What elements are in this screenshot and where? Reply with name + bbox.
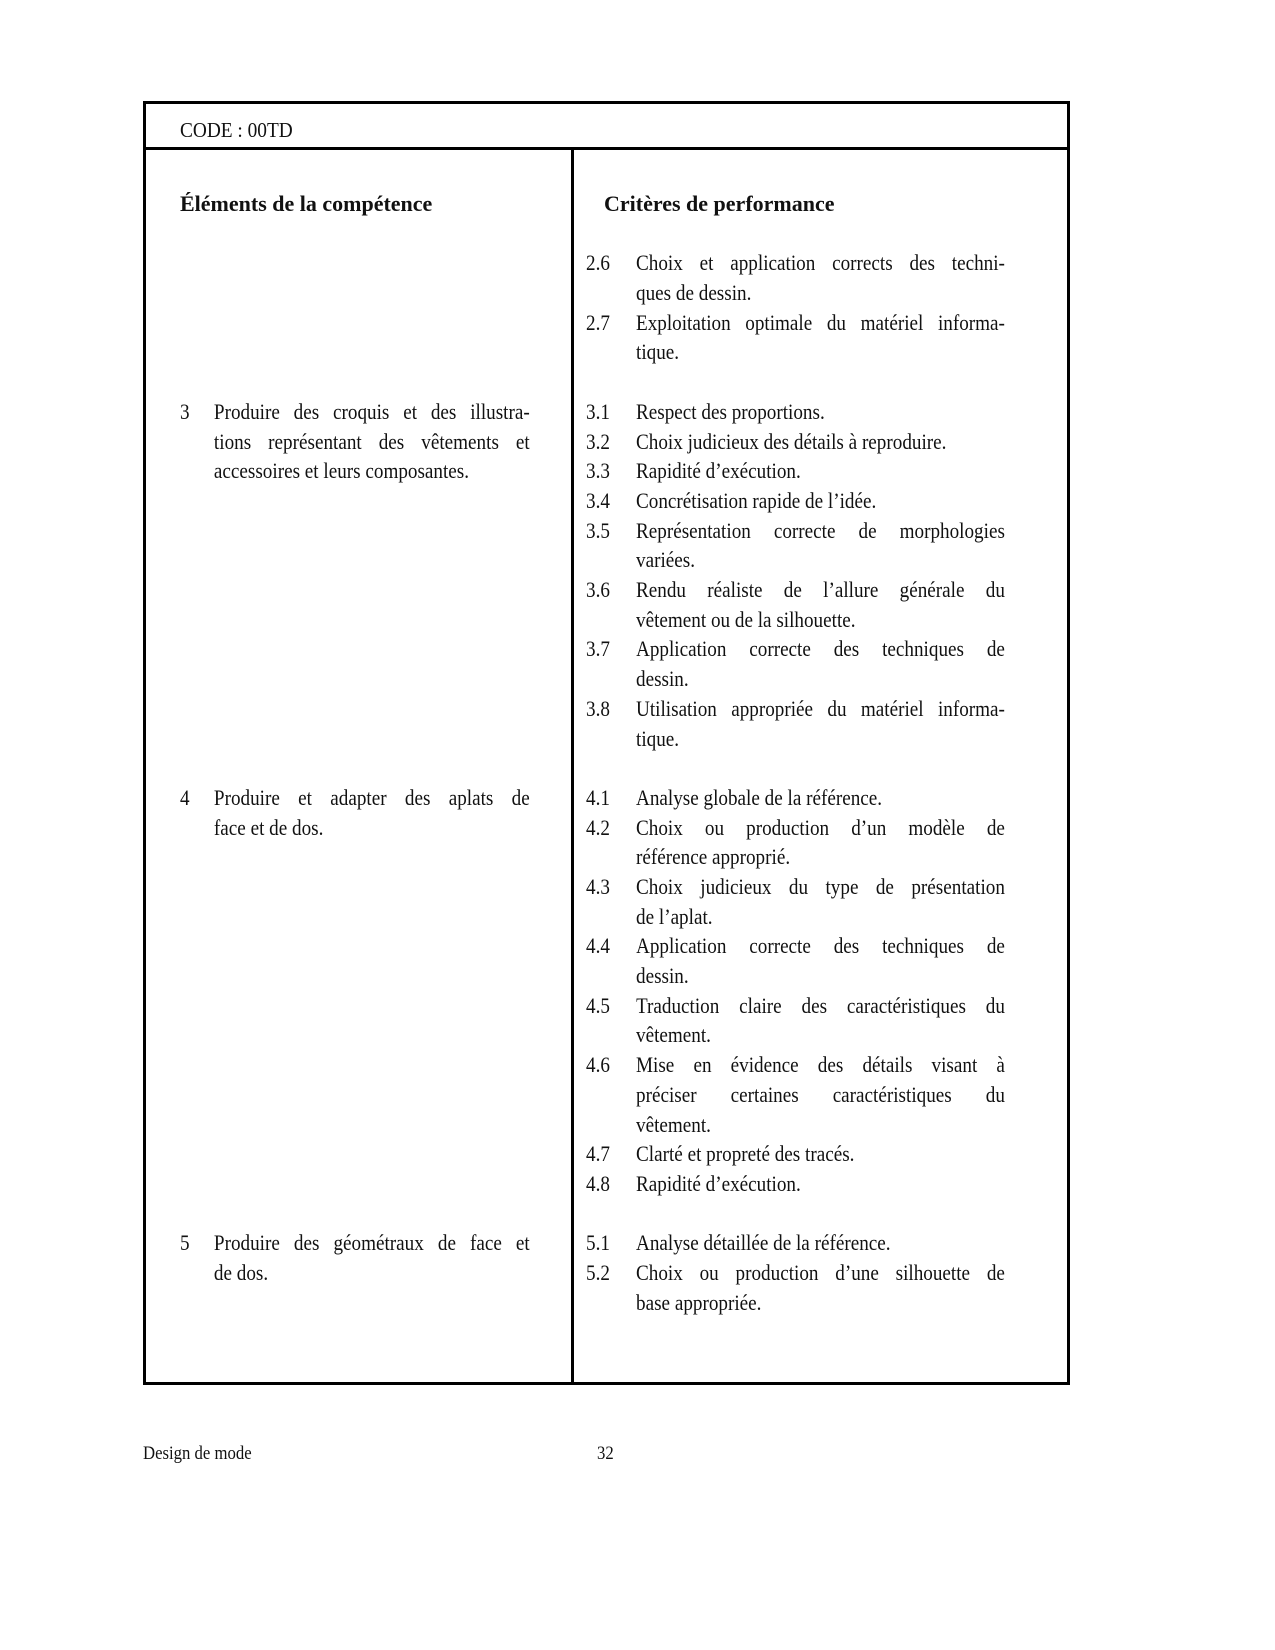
element-content — [180, 1228, 530, 1287]
item-text — [636, 397, 1005, 427]
item-number: 3.3 — [585, 458, 610, 484]
elements-heading: Éléments de la compétence — [180, 191, 433, 216]
performance-criterion — [586, 813, 1005, 872]
text-line: base appropriée. — [635, 1289, 761, 1315]
text-line: Choix ou production d’un modèle de — [635, 814, 1005, 840]
competency-table — [143, 101, 1070, 1385]
item-number: 2.7 — [585, 309, 610, 335]
page-number: 32 — [597, 1443, 614, 1464]
text-line: Clarté et propreté des tracés. — [635, 1141, 854, 1167]
item-number: 4.5 — [585, 992, 610, 1018]
item-number: 3.6 — [585, 577, 610, 603]
item-text — [636, 456, 1005, 486]
text-line: Respect des proportions. — [635, 398, 825, 424]
performance-criterion — [586, 516, 1005, 575]
criteria-heading: Critères de performance — [604, 191, 835, 216]
text-line: Choix et application corrects des techni- — [635, 250, 1005, 276]
text-line: ques de dessin. — [635, 280, 751, 306]
text-line: tique. — [635, 339, 679, 365]
item-text — [636, 783, 1005, 813]
item-text — [636, 1139, 1005, 1169]
criteria-cell — [550, 783, 1068, 1199]
item-text — [636, 634, 1005, 693]
text-line: de l’aplat. — [635, 903, 713, 929]
element-cell — [146, 1228, 550, 1317]
item-text — [636, 486, 1005, 516]
performance-criterion — [586, 634, 1005, 693]
performance-criterion — [586, 248, 1005, 307]
performance-criterion — [586, 427, 1005, 457]
text-line: Rapidité d’exécution. — [635, 458, 801, 484]
text-line: Rendu réaliste de l’allure générale du — [635, 577, 1005, 603]
text-line: vêtement. — [635, 1111, 711, 1137]
competency-element — [180, 397, 530, 486]
text-line: Choix judicieux des détails à reproduire. — [635, 428, 946, 454]
performance-criterion — [586, 1050, 1005, 1139]
competency-element — [180, 1228, 530, 1287]
code-row — [146, 104, 1067, 150]
item-number: 3 — [180, 398, 190, 424]
item-number: 4.7 — [585, 1141, 610, 1167]
item-text — [636, 694, 1005, 753]
performance-criterion — [586, 1169, 1005, 1199]
item-text — [636, 1050, 1005, 1139]
item-number: 4.2 — [585, 814, 610, 840]
item-text — [636, 813, 1005, 872]
text-line: Application correcte des techniques de — [635, 636, 1005, 662]
table-body — [146, 150, 1067, 1382]
text-line: de dos. — [213, 1260, 269, 1286]
text-line: Rapidité d’exécution. — [635, 1170, 801, 1196]
text-line: Utilisation appropriée du matériel informa- — [635, 695, 1005, 721]
item-number: 4 — [180, 784, 190, 810]
element-cell — [146, 783, 550, 1199]
text-line: Choix ou production d’une silhouette de — [635, 1260, 1005, 1286]
criteria-list — [586, 783, 1005, 1199]
item-number: 5 — [180, 1230, 190, 1256]
text-line: tions représentant des vêtements et — [213, 428, 530, 454]
text-line: vêtement. — [635, 1022, 711, 1048]
criteria-list — [586, 1228, 1005, 1317]
performance-criterion — [586, 308, 1005, 367]
item-number: 3.5 — [585, 517, 610, 543]
item-number: 3.1 — [585, 398, 610, 424]
item-number: 3.2 — [585, 428, 610, 454]
item-text — [636, 427, 1005, 457]
text-line: vêtement ou de la silhouette. — [635, 606, 856, 632]
performance-criterion — [586, 694, 1005, 753]
table-rows — [146, 248, 1067, 1347]
text-line: Choix judicieux du type de présentation — [635, 874, 1005, 900]
item-number: 4.4 — [585, 933, 610, 959]
text-line: Traduction claire des caractéristiques du — [635, 992, 1005, 1018]
criteria-cell — [550, 1228, 1068, 1317]
element-content — [180, 397, 530, 486]
item-text — [636, 248, 1005, 307]
item-text — [636, 872, 1005, 931]
item-number: 4.8 — [585, 1170, 610, 1196]
text-line: Application correcte des techniques de — [635, 933, 1005, 959]
table-row — [146, 783, 1067, 1199]
item-number: 5.1 — [585, 1230, 610, 1256]
item-number: 5.2 — [585, 1260, 610, 1286]
text-line: dessin. — [635, 666, 689, 692]
item-text — [636, 1258, 1005, 1317]
code-label: CODE : 00TD — [180, 118, 293, 142]
text-line: Mise en évidence des détails visant à — [635, 1052, 1005, 1078]
element-cell — [146, 397, 550, 753]
item-text — [636, 991, 1005, 1050]
text-line: Analyse détaillée de la référence. — [635, 1230, 891, 1256]
text-line: Concrétisation rapide de l’idée. — [635, 487, 876, 513]
text-line: référence approprié. — [635, 844, 790, 870]
table-row — [146, 397, 1067, 753]
performance-criterion — [586, 1139, 1005, 1169]
item-text — [214, 397, 530, 486]
text-line: face et de dos. — [213, 814, 324, 840]
item-number: 3.4 — [585, 487, 610, 513]
criteria-list — [586, 397, 1005, 753]
item-text — [636, 1169, 1005, 1199]
text-line: accessoires et leurs composantes. — [213, 458, 470, 484]
text-line: variées. — [635, 547, 695, 573]
performance-criterion — [586, 397, 1005, 427]
text-line: préciser certaines caractéristiques du — [635, 1081, 1005, 1107]
item-text — [214, 1228, 530, 1287]
performance-criterion — [586, 486, 1005, 516]
competency-element — [180, 783, 530, 842]
item-number: 3.8 — [585, 695, 610, 721]
text-line: Représentation correcte de morphologies — [635, 517, 1005, 543]
text-line: Exploitation optimale du matériel informa- — [635, 309, 1005, 335]
performance-criterion — [586, 456, 1005, 486]
performance-criterion — [586, 872, 1005, 931]
item-number: 2.6 — [585, 250, 610, 276]
item-number: 3.7 — [585, 636, 610, 662]
item-text — [636, 1228, 1005, 1258]
element-cell — [146, 248, 550, 367]
performance-criterion — [586, 931, 1005, 990]
text-line: Produire et adapter des aplats de — [213, 784, 530, 810]
item-text — [636, 516, 1005, 575]
criteria-cell — [550, 248, 1068, 367]
table-row — [146, 248, 1067, 367]
item-text — [636, 575, 1005, 634]
text-line: Analyse globale de la référence. — [635, 784, 882, 810]
performance-criterion — [586, 1258, 1005, 1317]
element-content — [180, 783, 530, 842]
text-line: Produire des géométraux de face et — [213, 1230, 530, 1256]
performance-criterion — [586, 1228, 1005, 1258]
item-text — [214, 783, 530, 842]
item-number: 4.3 — [585, 874, 610, 900]
performance-criterion — [586, 991, 1005, 1050]
text-line: tique. — [635, 725, 679, 751]
performance-criterion — [586, 783, 1005, 813]
item-number: 4.1 — [585, 784, 610, 810]
item-number: 4.6 — [585, 1052, 610, 1078]
text-line: Produire des croquis et des illustra- — [213, 398, 530, 424]
item-text — [636, 308, 1005, 367]
criteria-list — [586, 248, 1005, 367]
performance-criterion — [586, 575, 1005, 634]
criteria-cell — [550, 397, 1068, 753]
text-line: dessin. — [635, 963, 689, 989]
table-row — [146, 1228, 1067, 1317]
item-text — [636, 931, 1005, 990]
footer-title: Design de mode — [143, 1443, 252, 1464]
